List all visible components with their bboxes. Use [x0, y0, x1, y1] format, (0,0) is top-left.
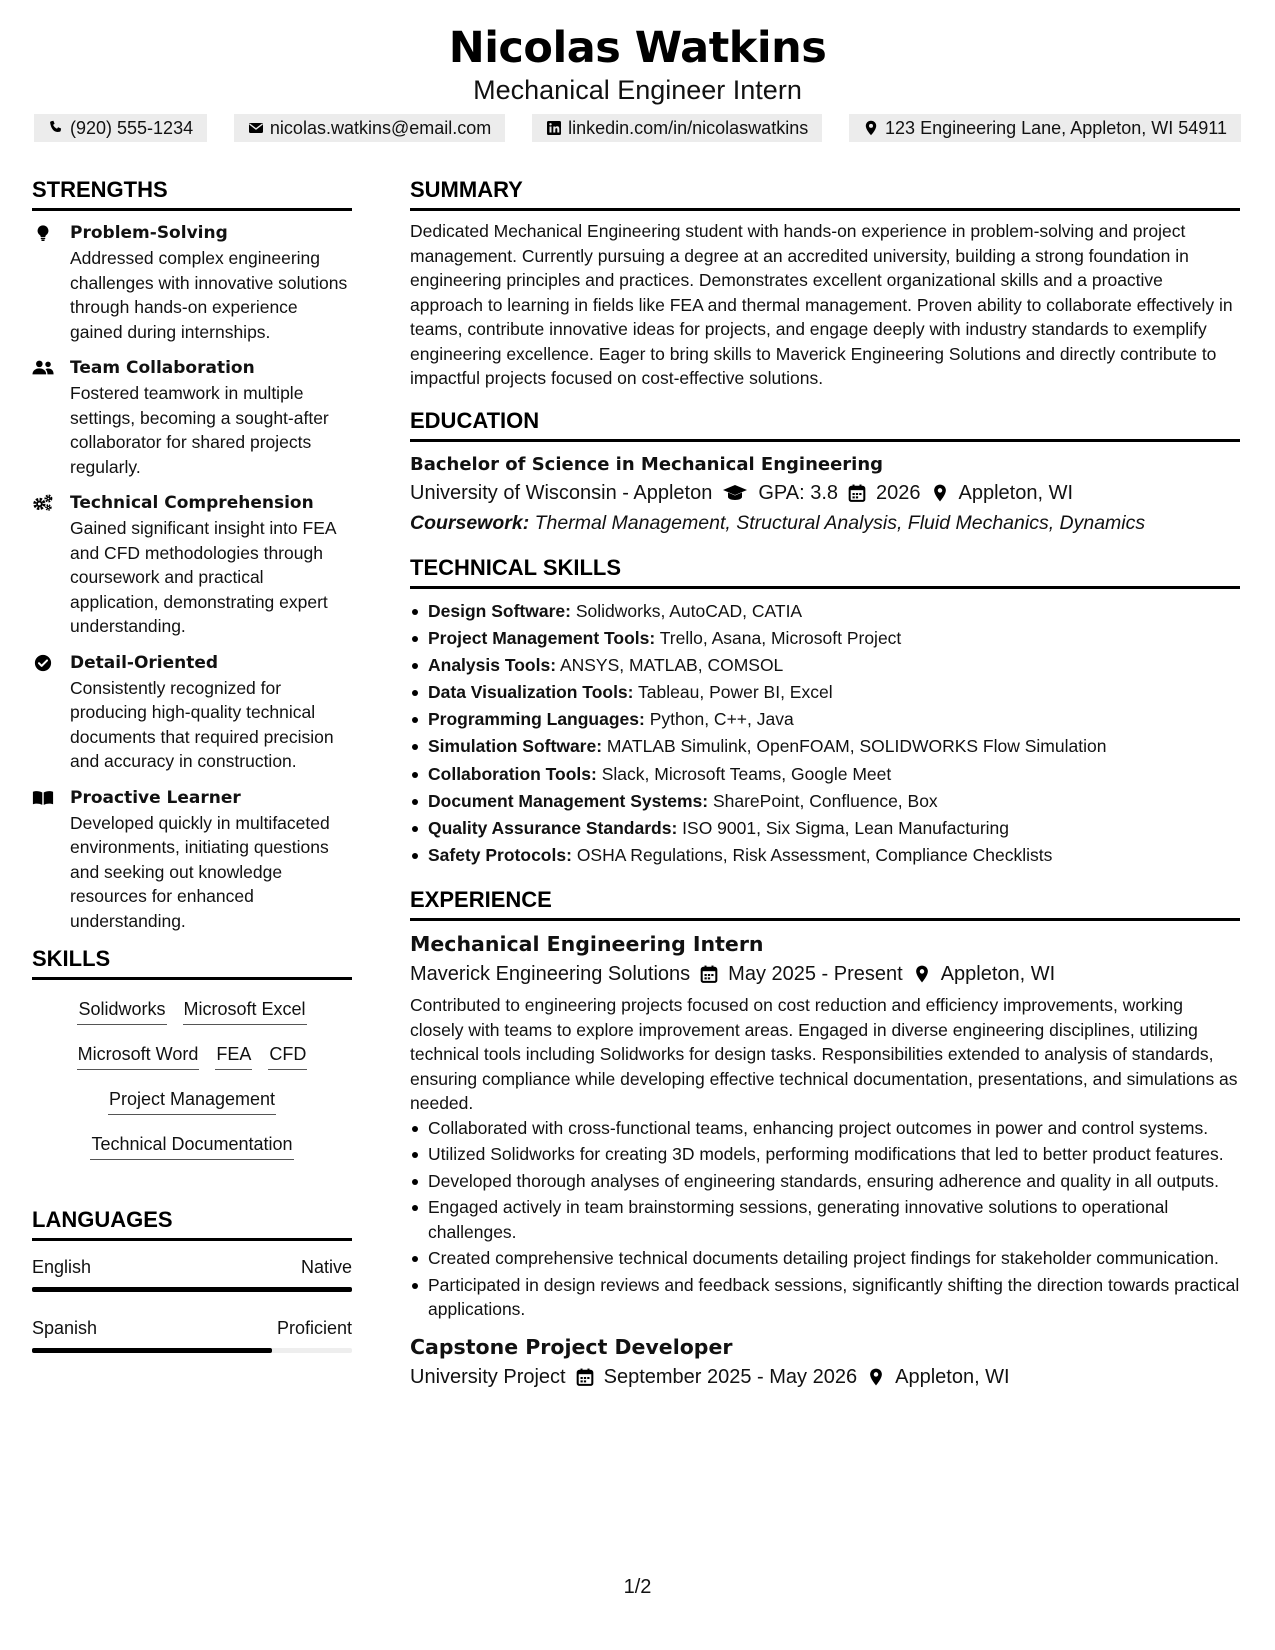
- contact-linkedin-text: linkedin.com/in/nicolaswatkins: [568, 117, 809, 138]
- graduation-year: 2026: [876, 481, 921, 504]
- list-item: [410, 762, 1240, 787]
- degree-title: Bachelor of Science in Mechanical Engineering: [410, 453, 884, 475]
- skill-tag: Microsoft Excel: [183, 996, 307, 1025]
- left-column: [32, 176, 352, 1381]
- contact-email-text: nicolas.watkins@email.com: [269, 117, 492, 138]
- linkedin-icon: [546, 120, 562, 136]
- tech-skill-label: Project Management Tools:: [428, 627, 656, 648]
- language-proficiency-bar: [32, 1287, 352, 1292]
- job-location: Appleton, WI: [895, 1365, 1010, 1388]
- language-item: [32, 1255, 352, 1292]
- tech-skill-value: Trello, Asana, Microsoft Project: [659, 627, 902, 648]
- language-name: Spanish: [32, 1318, 98, 1338]
- tech-skill-value: Slack, Microsoft Teams, Google Meet: [601, 763, 892, 784]
- right-column: [410, 176, 1240, 1392]
- users-icon: [32, 359, 54, 377]
- tech-skill-label: Programming Languages:: [428, 709, 645, 730]
- contact-email[interactable]: [234, 114, 505, 142]
- strength-description: Addressed complex engineering challenges with innovative solutions through hands-on experience gained during internships.: [70, 248, 348, 342]
- education-meta: [410, 478, 1240, 508]
- contact-address-text: 123 Engineering Lane, Appleton, WI 54911: [885, 117, 1227, 138]
- tech-skill-label: Design Software:: [428, 600, 571, 621]
- tech-skill-value: OSHA Regulations, Risk Assessment, Compliance Checklists: [576, 845, 1053, 866]
- list-item: [410, 816, 1240, 841]
- job-meta: [410, 959, 1240, 989]
- skill-tag: CFD: [268, 1041, 307, 1070]
- language-level: Native: [300, 1257, 352, 1277]
- language-proficiency-fill: [32, 1348, 272, 1353]
- skills-heading: SKILLS: [32, 945, 352, 980]
- resume-header: [0, 22, 1275, 106]
- candidate-role: Mechanical Engineer Intern: [473, 75, 802, 105]
- strength-item: [32, 221, 352, 344]
- strength-description: Consistently recognized for producing high-quality technical documents that required precision and accuracy in construction.: [70, 677, 334, 771]
- phone-icon: [48, 120, 64, 136]
- contact-linkedin[interactable]: [532, 114, 822, 142]
- school-name: University of Wisconsin - Appleton: [410, 481, 713, 504]
- language-proficiency-bar: [32, 1348, 352, 1353]
- strength-title: Team Collaboration: [70, 358, 255, 378]
- contact-address: [849, 114, 1241, 142]
- tech-skill-value: Python, C++, Java: [649, 709, 794, 730]
- gpa: GPA: 3.8: [758, 481, 839, 504]
- calendar-icon: [848, 484, 866, 502]
- skill-tag: Solidworks: [77, 996, 166, 1025]
- location-pin-icon: [867, 1368, 885, 1386]
- list-item: [410, 653, 1240, 678]
- location-pin-icon: [931, 484, 949, 502]
- summary-text: Dedicated Mechanical Engineering student with hands-on experience in problem-solving and project management. Currently pursuing a degree at an accredited university, building a strong foundation in engineering principles and practices. Demonstrates excellent organizational skills and a proactive approach to learning in fields like FEA and thermal management. Proven ability to collaborate effectively in teams, contribute innovative ideas for projects, and engage deeply with industry standards to exemplify engineering excellence. Eager to bring skills to Maverick Engineering Solutions and directly contribute to impactful projects focused on cost-effective solutions.: [410, 221, 1233, 388]
- education-heading: EDUCATION: [410, 407, 1240, 442]
- tech-skill-label: Collaboration Tools:: [428, 763, 597, 784]
- contact-phone[interactable]: [34, 114, 207, 142]
- book-open-icon: [32, 789, 54, 807]
- strength-item: [32, 786, 352, 934]
- summary-heading: SUMMARY: [410, 176, 1240, 211]
- tech-skill-label: Quality Assurance Standards:: [428, 818, 678, 838]
- list-item: [410, 680, 1240, 705]
- list-item: Utilized Solidworks for creating 3D models, performing modifications that led to better product features.: [410, 1142, 1240, 1167]
- strength-title: Technical Comprehension: [70, 493, 314, 513]
- job-description: Contributed to engineering projects focused on cost reduction and efficiency improvements, working closely with teams to explore improvement areas. Engaged in diverse engineering disciplines, utilizing technical tools including Solidworks for design tasks. Responsibilities extended to analysis of standards, ensuring compliance while developing effective technical documentation, presentations, and simulations as needed.: [410, 995, 1238, 1114]
- job-entry: [410, 929, 1240, 1322]
- strength-description: Gained significant insight into FEA and CFD methodologies through coursework and practical application, demonstrating expert understanding.: [70, 518, 336, 636]
- job-bullets: [410, 1116, 1240, 1322]
- skill-tag: Technical Documentation: [90, 1131, 293, 1160]
- list-item: [410, 789, 1240, 814]
- tech-skill-label: Data Visualization Tools:: [428, 682, 634, 703]
- location-pin-icon: [913, 965, 931, 983]
- technical-skills-heading: TECHNICAL SKILLS: [410, 554, 1240, 589]
- strength-item: [32, 491, 352, 639]
- coursework: [410, 508, 1240, 538]
- calendar-icon: [700, 965, 718, 983]
- technical-skills-list: [410, 599, 1240, 869]
- page-number: 1/2: [623, 1576, 652, 1598]
- tech-skill-value: SharePoint, Confluence, Box: [712, 790, 938, 811]
- list-item: [410, 626, 1240, 651]
- check-circle-icon: [32, 654, 54, 672]
- strength-description: Fostered teamwork in multiple settings, becoming a sought-after collaborator for shared projects regularly.: [70, 383, 329, 477]
- tech-skill-value: ISO 9001, Six Sigma, Lean Manufacturing: [682, 818, 1010, 838]
- strength-item: [32, 356, 352, 479]
- strengths-heading: STRENGTHS: [32, 176, 352, 211]
- location-pin-icon: [863, 120, 879, 136]
- gears-icon: [32, 494, 54, 512]
- strength-description: Developed quickly in multifaceted environments, initiating questions and seeking out knowledge resources for enhanced understanding.: [70, 812, 330, 931]
- tech-skill-value: Tableau, Power BI, Excel: [638, 682, 833, 703]
- job-meta: [410, 1362, 1240, 1392]
- candidate-name: Nicolas Watkins: [448, 23, 827, 73]
- education-location: Appleton, WI: [958, 481, 1074, 504]
- contact-phone-text: (920) 555-1234: [70, 117, 194, 138]
- tech-skill-value: Solidworks, AutoCAD, CATIA: [575, 600, 803, 621]
- calendar-icon: [576, 1368, 594, 1386]
- tech-skill-label: Analysis Tools:: [428, 654, 557, 675]
- strength-title: Detail-Oriented: [70, 652, 219, 673]
- tech-skill-value: ANSYS, MATLAB, COMSOL: [559, 654, 784, 675]
- skills-list: [32, 990, 352, 1160]
- tech-skill-label: Document Management Systems:: [428, 790, 709, 811]
- job-title: Capstone Project Developer: [410, 1334, 733, 1359]
- job-entry: [410, 1332, 1240, 1392]
- strength-title: Problem-Solving: [70, 223, 228, 243]
- job-dates: May 2025 - Present: [728, 963, 903, 986]
- job-dates: September 2025 - May 2026: [603, 1365, 858, 1388]
- skill-tag: Microsoft Word: [77, 1041, 200, 1070]
- tech-skill-label: Safety Protocols:: [428, 845, 572, 866]
- coursework-list: Thermal Management, Structural Analysis, Fluid Mechanics, Dynamics: [534, 511, 1146, 534]
- strength-item: [32, 651, 352, 774]
- list-item: [410, 707, 1240, 732]
- languages-heading: LANGUAGES: [32, 1206, 352, 1241]
- company-name: Maverick Engineering Solutions: [410, 963, 691, 986]
- tech-skill-label: Simulation Software:: [428, 736, 603, 757]
- list-item: Engaged actively in team brainstorming sessions, generating innovative solutions to operational challenges.: [410, 1195, 1240, 1244]
- list-item: [410, 734, 1240, 759]
- company-name: University Project: [410, 1365, 566, 1388]
- list-item: Collaborated with cross-functional teams, enhancing project outcomes in power and control systems.: [410, 1116, 1240, 1141]
- list-item: Participated in design reviews and feedback sessions, significantly shifting the direction towards practical applications.: [410, 1273, 1240, 1322]
- job-location: Appleton, WI: [940, 963, 1056, 986]
- experience-heading: EXPERIENCE: [410, 886, 1240, 921]
- language-level: Proficient: [276, 1318, 352, 1338]
- language-name: English: [32, 1257, 92, 1277]
- graduation-cap-icon: [722, 484, 748, 502]
- job-title: Mechanical Engineering Intern: [410, 932, 764, 957]
- list-item: Created comprehensive technical documents detailing project findings for stakeholder communication.: [410, 1246, 1240, 1271]
- tech-skill-value: MATLAB Simulink, OpenFOAM, SOLIDWORKS Flow Simulation: [606, 736, 1107, 757]
- language-item: [32, 1316, 352, 1353]
- strength-title: Proactive Learner: [70, 787, 241, 808]
- envelope-icon: [248, 120, 264, 136]
- coursework-label: Coursework:: [410, 511, 530, 534]
- skill-tag: Project Management: [108, 1086, 276, 1115]
- language-proficiency-fill: [32, 1287, 352, 1292]
- list-item: [410, 599, 1240, 624]
- contact-bar: [34, 114, 1241, 142]
- skill-tag: FEA: [215, 1041, 252, 1070]
- list-item: [410, 843, 1240, 868]
- lightbulb-icon: [32, 224, 54, 242]
- list-item: Developed thorough analyses of engineering standards, ensuring adherence and quality in all outputs.: [410, 1169, 1240, 1194]
